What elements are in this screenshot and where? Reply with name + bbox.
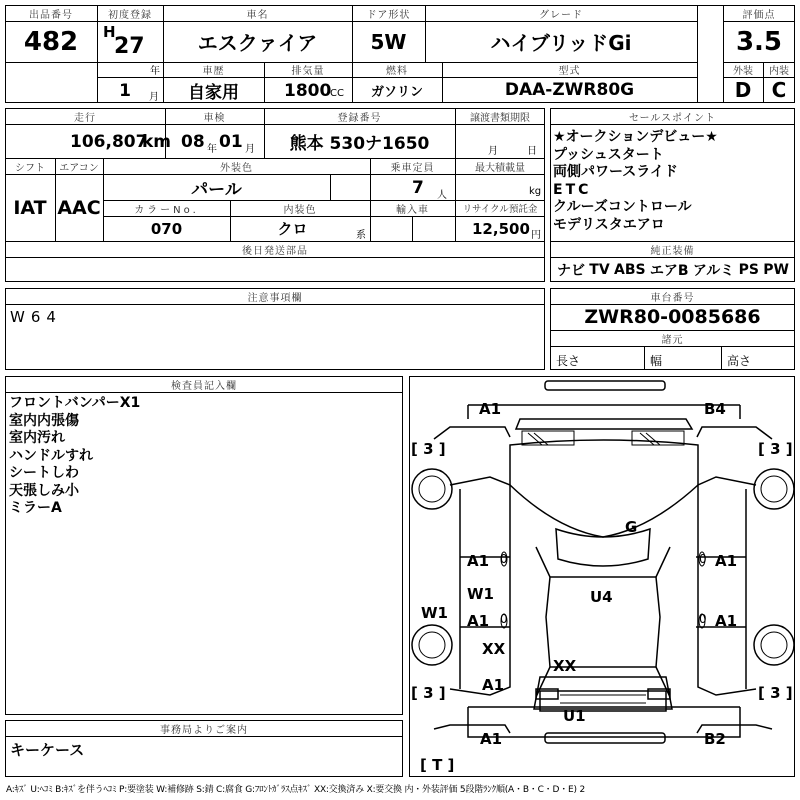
reg-number-label: 登録番号 — [337, 112, 382, 124]
model: DAA-ZWR80G — [504, 80, 635, 100]
inspector-item: フロントバンパーX1 — [9, 395, 141, 411]
shift-label: シフト — [15, 162, 45, 174]
shift: IAT — [13, 196, 47, 219]
legend: A:ｷｽﾞ U:ﾍｺﾐ B:ｷｽﾞを伴うﾍｺﾐ P:要塗装 W:補修跡 S:錆 C:腐食 G:ﾌﾛﾝﾄｶﾞﾗｽ点ｷｽﾞ XX:交換済み X:要交換 内・外装評価 5段階ﾗﾝｸ順(A・B・C・D・E) 2 — [6, 785, 585, 795]
lot-label: 出品番号 — [29, 9, 73, 21]
int-color-unit: 系 — [356, 230, 366, 241]
car-outline-icon — [410, 377, 796, 778]
door-marker: 0 — [500, 612, 508, 626]
notes-text: W64 — [10, 308, 62, 326]
door-type: 5W — [370, 29, 407, 54]
equipment-item: PS — [738, 262, 759, 278]
damage-diagram — [409, 376, 795, 777]
displacement-unit: CC — [330, 88, 344, 99]
notes-label: 注意事項欄 — [247, 292, 303, 304]
mark-front-right-corner: B4 — [704, 400, 726, 418]
month-unit: 月 — [149, 92, 159, 103]
equipment-list — [553, 259, 793, 281]
color-no-label: カラーNo. — [134, 204, 199, 216]
aircon-label: エアコン — [59, 162, 99, 174]
mark-left-front-door-w: W1 — [467, 585, 494, 603]
grade-label: グレード — [539, 9, 583, 21]
displacement-label: 排気量 — [291, 66, 325, 77]
mark-rear-left-corner: A1 — [480, 730, 503, 748]
equipment-item: PW — [763, 262, 789, 278]
equipment-item: TV — [589, 262, 610, 278]
transfer-label: 譲渡書類期限 — [470, 112, 530, 124]
interior-grade: C — [771, 78, 787, 102]
door-marker: 0 — [500, 552, 508, 566]
inspector-item: ハンドルすれ — [9, 447, 93, 464]
reg-month: 1 — [119, 80, 131, 101]
import-label: 輸入車 — [396, 204, 429, 216]
mark-rear-glass: XX — [553, 657, 577, 675]
inspector-list — [9, 395, 140, 518]
int-color-label: 内装色 — [283, 204, 317, 216]
sales-item: ★オークションデビュー★ — [553, 129, 718, 145]
height-label: 高さ — [727, 354, 752, 368]
first-reg-label: 初度登録 — [108, 9, 152, 21]
recycle-amount: 12,500 — [472, 220, 530, 238]
inspector-item: 室内内張傷 — [9, 412, 79, 429]
door-label: ドア形状 — [366, 9, 411, 21]
mark-right-rear-door: A1 — [715, 612, 738, 630]
aircon: AAC — [57, 196, 101, 219]
width-label: 幅 — [650, 354, 663, 368]
inspector-label: 検査員記入欄 — [171, 380, 237, 392]
inspection-month-unit: 月 — [245, 144, 255, 155]
reg-year: 27 — [114, 34, 145, 59]
transfer-day: 日 — [527, 146, 537, 157]
car-name: エスクァイア — [197, 31, 318, 55]
load-label: 最大積載量 — [475, 162, 525, 174]
lot-number: 482 — [23, 26, 79, 57]
equipment-item: ABS — [613, 262, 646, 278]
sales-item: プッシュスタート — [553, 146, 664, 163]
equipment-item: アルミ — [692, 263, 735, 279]
recycle-unit: 円 — [531, 230, 541, 241]
load-unit: kg — [529, 186, 542, 197]
inspector-item: シートしわ — [9, 465, 79, 481]
sales-list — [553, 129, 718, 234]
model-label: 型式 — [558, 66, 581, 77]
capacity-label: 乗車定員 — [390, 162, 435, 174]
fuel-label: 燃料 — [386, 66, 408, 77]
capacity-unit: 人 — [437, 190, 447, 201]
tire-front-left: [ 3 ] — [411, 440, 446, 458]
sales-label: セールスポイント — [628, 112, 717, 124]
inspector-item: 天張しみ小 — [9, 482, 79, 499]
mark-roof: U4 — [590, 588, 613, 606]
score-label: 評価点 — [742, 9, 776, 21]
mark-left-front-fender: A1 — [467, 552, 490, 570]
mark-right-front-fender: A1 — [715, 552, 738, 570]
mileage-unit: km — [142, 132, 172, 152]
equipment-item: エアB — [649, 263, 689, 279]
int-color: クロ — [277, 220, 308, 238]
inspection-year: 08 — [181, 132, 205, 152]
door-marker: 0 — [699, 612, 707, 626]
tire-rear-left: [ 3 ] — [411, 684, 446, 702]
interior-label: 内装 — [769, 66, 789, 77]
mark-rear-right-corner: B2 — [704, 730, 726, 748]
fuel: ガソリン — [370, 84, 423, 100]
door-marker: 0 — [699, 552, 707, 566]
mileage-label: 走行 — [74, 112, 96, 124]
mark-left-rear-door: XX — [482, 640, 506, 658]
tire-front-right: [ 3 ] — [758, 440, 793, 458]
length-label: 長さ — [556, 354, 581, 368]
tire-rear-right: [ 3 ] — [758, 684, 793, 702]
inspector-item: 室内汚れ — [9, 430, 65, 446]
exterior-grade: D — [734, 78, 752, 102]
sales-item: ETC — [553, 181, 592, 198]
recycle-label: リサイクル預託金 — [462, 204, 538, 215]
inspection-label: 車検 — [203, 112, 226, 124]
mark-front-left-corner: A1 — [479, 400, 502, 418]
sales-item: モデリスタエアロ — [553, 216, 665, 233]
chassis-number: ZWR80-0085686 — [584, 306, 761, 328]
grade: ハイブリッドGi — [490, 31, 632, 55]
mark-left-side: W1 — [421, 604, 448, 622]
sales-item: クルーズコントロール — [553, 199, 692, 215]
inspection-year-unit: 年 — [207, 144, 217, 155]
name-label: 車名 — [246, 9, 269, 21]
mark-hood: G — [625, 518, 638, 536]
exterior-label: 外装 — [733, 66, 753, 77]
chassis-label: 車台番号 — [650, 292, 695, 304]
office-text: キーケース — [10, 741, 85, 759]
mark-left-quarter: A1 — [482, 676, 505, 694]
ext-color: パール — [191, 179, 242, 200]
inspector-item: ミラーA — [9, 500, 62, 516]
capacity: 7 — [412, 178, 424, 198]
score: 3.5 — [735, 26, 783, 57]
spec-label: 諸元 — [661, 334, 684, 346]
displacement: 1800 — [284, 81, 332, 101]
mileage: 106,807 — [70, 132, 148, 152]
office-label: 事務局よりご案内 — [160, 724, 248, 736]
transfer-month: 月 — [488, 146, 498, 157]
equipment-item: ナビ — [557, 263, 585, 279]
era: H — [103, 23, 116, 41]
year-unit: 年 — [150, 66, 160, 77]
ext-color-label: 外装色 — [220, 162, 253, 174]
history-label: 車歴 — [202, 66, 225, 77]
history: 自家用 — [188, 82, 239, 103]
later-parts-label: 後日発送部品 — [242, 245, 308, 257]
mark-trunk: U1 — [563, 707, 586, 725]
color-no: 070 — [150, 219, 183, 238]
reg-number: 熊本 530ナ1650 — [289, 133, 430, 154]
inspection-month: 01 — [219, 132, 243, 152]
tire-spare: [ T ] — [420, 756, 455, 774]
sales-item: 両側パワースライド — [553, 164, 678, 180]
equipment-label: 純正装備 — [650, 245, 695, 257]
mark-left-front-door-a: A1 — [467, 612, 490, 630]
